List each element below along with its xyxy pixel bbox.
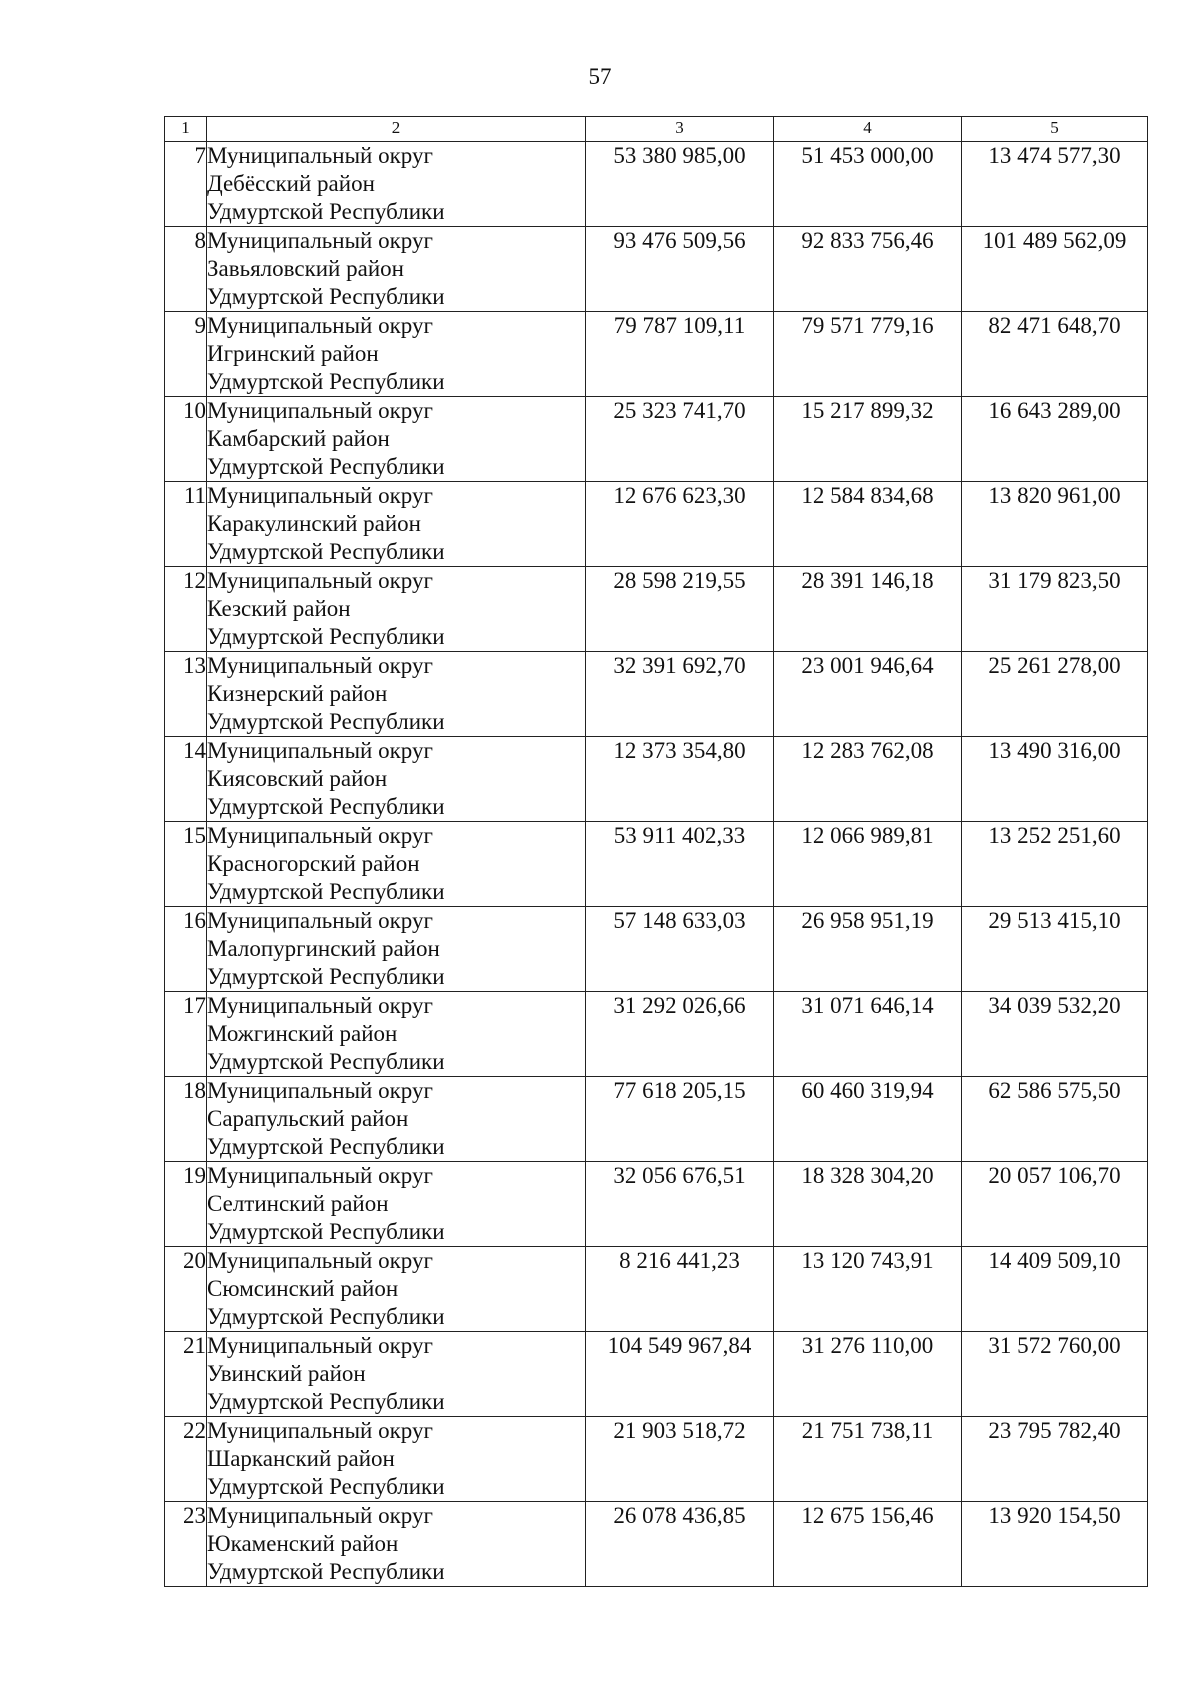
- value-col-3: 31 292 026,66: [586, 992, 774, 1077]
- value-col-3: 32 391 692,70: [586, 652, 774, 737]
- table-row: [165, 1417, 1148, 1502]
- name-line-3: Удмуртской Республики: [207, 794, 445, 819]
- value-col-3: 53 380 985,00: [586, 142, 774, 227]
- name-line-3: Удмуртской Республики: [207, 1389, 445, 1414]
- municipality-name: [207, 397, 586, 482]
- value-col-3: 57 148 633,03: [586, 907, 774, 992]
- row-number: 17: [165, 992, 207, 1077]
- name-line-2: Селтинский район: [207, 1191, 389, 1216]
- name-line-3: Удмуртской Республики: [207, 199, 445, 224]
- municipality-name: [207, 142, 586, 227]
- row-number: 19: [165, 1162, 207, 1247]
- name-line-2: Кезский район: [207, 596, 351, 621]
- municipality-name: [207, 227, 586, 312]
- value-col-5: 29 513 415,10: [962, 907, 1148, 992]
- table-row: [165, 482, 1148, 567]
- value-col-5: 13 920 154,50: [962, 1502, 1148, 1587]
- value-col-4: 23 001 946,64: [774, 652, 962, 737]
- name-line-2: Шарканский район: [207, 1446, 395, 1471]
- value-col-3: 77 618 205,15: [586, 1077, 774, 1162]
- row-number: 7: [165, 142, 207, 227]
- table-row: [165, 907, 1148, 992]
- municipality-name: [207, 567, 586, 652]
- table-row: [165, 312, 1148, 397]
- table-row: [165, 652, 1148, 737]
- name-line-2: Малопургинский район: [207, 936, 440, 961]
- municipality-name: [207, 1502, 586, 1587]
- name-line-1: Муниципальный округ: [207, 993, 433, 1018]
- name-line-3: Удмуртской Республики: [207, 624, 445, 649]
- municipality-name: [207, 1332, 586, 1417]
- name-line-1: Муниципальный округ: [207, 313, 433, 338]
- header-col-5: 5: [962, 117, 1148, 142]
- value-col-4: 31 276 110,00: [774, 1332, 962, 1417]
- name-line-3: Удмуртской Республики: [207, 1219, 445, 1244]
- table-row: [165, 737, 1148, 822]
- value-col-3: 25 323 741,70: [586, 397, 774, 482]
- value-col-3: 12 373 354,80: [586, 737, 774, 822]
- municipality-name: [207, 652, 586, 737]
- name-line-2: Юкаменский район: [207, 1531, 399, 1556]
- header-col-3: 3: [586, 117, 774, 142]
- page-number: 57: [588, 64, 612, 89]
- value-col-4: 31 071 646,14: [774, 992, 962, 1077]
- name-line-3: Удмуртской Республики: [207, 1304, 445, 1329]
- row-number: 18: [165, 1077, 207, 1162]
- municipality-name: [207, 1417, 586, 1502]
- municipality-name: [207, 1077, 586, 1162]
- municipality-name: [207, 482, 586, 567]
- table-row: [165, 1247, 1148, 1332]
- table-body: [165, 142, 1148, 1587]
- table-row: [165, 142, 1148, 227]
- municipality-name: [207, 992, 586, 1077]
- value-col-3: 26 078 436,85: [586, 1502, 774, 1587]
- row-number: 23: [165, 1502, 207, 1587]
- name-line-1: Муниципальный округ: [207, 1078, 433, 1103]
- row-number: 8: [165, 227, 207, 312]
- name-line-3: Удмуртской Республики: [207, 1049, 445, 1074]
- name-line-1: Муниципальный округ: [207, 908, 433, 933]
- table-row: [165, 1077, 1148, 1162]
- row-number: 16: [165, 907, 207, 992]
- value-col-5: 13 252 251,60: [962, 822, 1148, 907]
- header-col-4: 4: [774, 117, 962, 142]
- value-col-4: 15 217 899,32: [774, 397, 962, 482]
- name-line-2: Увинский район: [207, 1361, 366, 1386]
- value-col-4: 13 120 743,91: [774, 1247, 962, 1332]
- name-line-1: Муниципальный округ: [207, 483, 433, 508]
- name-line-1: Муниципальный округ: [207, 228, 433, 253]
- name-line-1: Муниципальный округ: [207, 1248, 433, 1273]
- row-number: 14: [165, 737, 207, 822]
- value-col-5: 25 261 278,00: [962, 652, 1148, 737]
- name-line-1: Муниципальный округ: [207, 738, 433, 763]
- name-line-2: Можгинский район: [207, 1021, 398, 1046]
- value-col-3: 93 476 509,56: [586, 227, 774, 312]
- row-number: 20: [165, 1247, 207, 1332]
- name-line-3: Удмуртской Республики: [207, 709, 445, 734]
- value-col-5: 13 820 961,00: [962, 482, 1148, 567]
- municipality-name: [207, 737, 586, 822]
- value-col-4: 12 675 156,46: [774, 1502, 962, 1587]
- table-row: [165, 1502, 1148, 1587]
- value-col-4: 28 391 146,18: [774, 567, 962, 652]
- value-col-4: 12 066 989,81: [774, 822, 962, 907]
- name-line-2: Сюмсинский район: [207, 1276, 399, 1301]
- value-col-3: 32 056 676,51: [586, 1162, 774, 1247]
- value-col-3: 53 911 402,33: [586, 822, 774, 907]
- value-col-5: 101 489 562,09: [962, 227, 1148, 312]
- table-row: [165, 822, 1148, 907]
- table-row: [165, 567, 1148, 652]
- name-line-1: Муниципальный округ: [207, 1418, 433, 1443]
- row-number: 9: [165, 312, 207, 397]
- name-line-2: Игринский район: [207, 341, 379, 366]
- name-line-2: Камбарский район: [207, 426, 390, 451]
- name-line-2: Кизнерский район: [207, 681, 388, 706]
- value-col-3: 28 598 219,55: [586, 567, 774, 652]
- name-line-1: Муниципальный округ: [207, 398, 433, 423]
- table-row: [165, 992, 1148, 1077]
- name-line-1: Муниципальный округ: [207, 1163, 433, 1188]
- table-row: [165, 227, 1148, 312]
- value-col-5: 31 572 760,00: [962, 1332, 1148, 1417]
- value-col-4: 21 751 738,11: [774, 1417, 962, 1502]
- value-col-5: 14 409 509,10: [962, 1247, 1148, 1332]
- value-col-5: 31 179 823,50: [962, 567, 1148, 652]
- value-col-4: 18 328 304,20: [774, 1162, 962, 1247]
- row-number: 15: [165, 822, 207, 907]
- name-line-3: Удмуртской Республики: [207, 369, 445, 394]
- name-line-3: Удмуртской Республики: [207, 879, 445, 904]
- name-line-3: Удмуртской Республики: [207, 964, 445, 989]
- value-col-4: 60 460 319,94: [774, 1077, 962, 1162]
- name-line-2: Сарапульский район: [207, 1106, 409, 1131]
- name-line-1: Муниципальный округ: [207, 1503, 433, 1528]
- value-col-4: 92 833 756,46: [774, 227, 962, 312]
- table-row: [165, 397, 1148, 482]
- value-col-5: 13 490 316,00: [962, 737, 1148, 822]
- name-line-3: Удмуртской Республики: [207, 1559, 445, 1584]
- name-line-2: Киясовский район: [207, 766, 388, 791]
- row-number: 12: [165, 567, 207, 652]
- name-line-2: Дебёсский район: [207, 171, 375, 196]
- name-line-1: Муниципальный округ: [207, 568, 433, 593]
- value-col-4: 12 584 834,68: [774, 482, 962, 567]
- municipality-name: [207, 1247, 586, 1332]
- header-col-2: 2: [207, 117, 586, 142]
- value-col-5: 62 586 575,50: [962, 1077, 1148, 1162]
- name-line-1: Муниципальный округ: [207, 143, 433, 168]
- value-col-5: 16 643 289,00: [962, 397, 1148, 482]
- name-line-3: Удмуртской Республики: [207, 1474, 445, 1499]
- value-col-4: 79 571 779,16: [774, 312, 962, 397]
- header-row: [165, 117, 1148, 142]
- name-line-2: Каракулинский район: [207, 511, 421, 536]
- municipality-name: [207, 822, 586, 907]
- value-col-3: 104 549 967,84: [586, 1332, 774, 1417]
- name-line-1: Муниципальный округ: [207, 653, 433, 678]
- name-line-2: Красногорский район: [207, 851, 420, 876]
- municipality-name: [207, 907, 586, 992]
- row-number: 21: [165, 1332, 207, 1417]
- value-col-5: 23 795 782,40: [962, 1417, 1148, 1502]
- value-col-5: 82 471 648,70: [962, 312, 1148, 397]
- table-row: [165, 1162, 1148, 1247]
- row-number: 11: [165, 482, 207, 567]
- row-number: 13: [165, 652, 207, 737]
- value-col-3: 79 787 109,11: [586, 312, 774, 397]
- municipality-name: [207, 1162, 586, 1247]
- name-line-3: Удмуртской Республики: [207, 454, 445, 479]
- value-col-4: 26 958 951,19: [774, 907, 962, 992]
- name-line-1: Муниципальный округ: [207, 1333, 433, 1358]
- municipality-name: [207, 312, 586, 397]
- row-number: 10: [165, 397, 207, 482]
- table-header: [165, 117, 1148, 142]
- name-line-1: Муниципальный округ: [207, 823, 433, 848]
- value-col-3: 8 216 441,23: [586, 1247, 774, 1332]
- value-col-4: 12 283 762,08: [774, 737, 962, 822]
- value-col-3: 21 903 518,72: [586, 1417, 774, 1502]
- value-col-5: 13 474 577,30: [962, 142, 1148, 227]
- name-line-3: Удмуртской Республики: [207, 1134, 445, 1159]
- budget-table: [164, 116, 1148, 1587]
- value-col-5: 20 057 106,70: [962, 1162, 1148, 1247]
- header-col-1: 1: [165, 117, 207, 142]
- value-col-5: 34 039 532,20: [962, 992, 1148, 1077]
- name-line-3: Удмуртской Республики: [207, 539, 445, 564]
- name-line-3: Удмуртской Республики: [207, 284, 445, 309]
- table-row: [165, 1332, 1148, 1417]
- value-col-4: 51 453 000,00: [774, 142, 962, 227]
- name-line-2: Завьяловский район: [207, 256, 404, 281]
- row-number: 22: [165, 1417, 207, 1502]
- value-col-3: 12 676 623,30: [586, 482, 774, 567]
